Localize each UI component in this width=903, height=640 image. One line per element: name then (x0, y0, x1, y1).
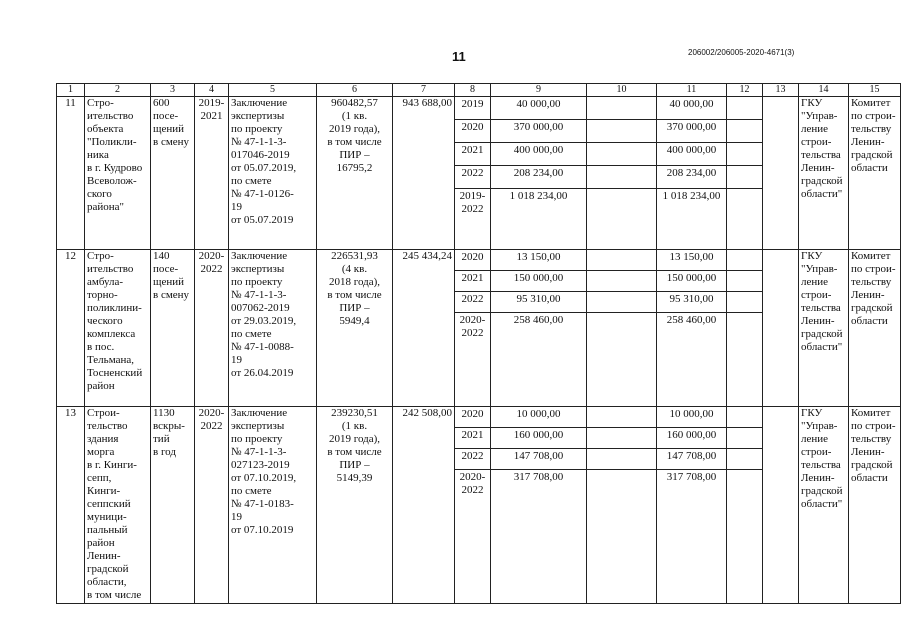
amount-value: 400 000,00 (491, 143, 586, 166)
page-number: 11 (452, 49, 466, 64)
document-code: 206002/206005-2020-4671(3) (688, 48, 795, 57)
amount-value: 40 000,00 (491, 97, 586, 120)
column-header: 11 (657, 84, 727, 97)
col10-value (587, 449, 656, 470)
year-value: 2021 (455, 428, 490, 449)
row-number: 13 (57, 407, 85, 604)
amount-value: 208 234,00 (491, 166, 586, 189)
object-name: Стро- ительство амбула- торно- поликлини- ческого комплекса в пос. Тельмана, Тосненский район (85, 250, 151, 407)
amount-value: 13 150,00 (491, 250, 586, 271)
column-header: 13 (763, 84, 799, 97)
col12-value (727, 143, 762, 166)
developer: Комитет по строи- тельству Ленин- градской области (849, 250, 901, 407)
col12-value (727, 292, 762, 313)
col12-value (727, 407, 762, 428)
col12-value (727, 250, 762, 271)
col12-value (727, 428, 762, 449)
column-header: 10 (587, 84, 657, 97)
col11-value: 13 150,00 (657, 250, 726, 271)
column-header: 3 (151, 84, 195, 97)
expertise-conclusion: Заключение экспертизы по проекту № 47-1-1-3- 007062-2019 от 29.03.2019, по смете № 47-1-0088- 19 от 26.04.2019 (229, 250, 317, 407)
col10-value (587, 250, 656, 271)
col12-value (727, 189, 762, 227)
amount-value: 317 708,00 (513, 471, 564, 483)
col11-value-cell (657, 250, 727, 407)
table-row (57, 97, 901, 250)
col12-value-cell (727, 250, 763, 407)
amount-value: 160 000,00 (491, 428, 586, 449)
column-header: 4 (195, 84, 229, 97)
customer: ГКУ "Управ- ление строи- тельства Ленин- градской области" (799, 250, 849, 407)
col12-value (727, 313, 762, 406)
year-value: 2021 (455, 271, 490, 292)
construction-period: 2019- 2021 (195, 97, 229, 250)
investment-table (56, 83, 901, 604)
construction-period: 2020- 2022 (195, 407, 229, 604)
col11-value: 160 000,00 (657, 428, 726, 449)
amount-value-cell (491, 250, 587, 407)
year-value: 2021 (455, 143, 490, 166)
col10-value (587, 189, 656, 227)
amount-value: 1 018 234,00 (509, 190, 568, 202)
customer: ГКУ "Управ- ление строи- тельства Ленин- градской области" (799, 97, 849, 250)
table-row (57, 407, 901, 604)
capacity: 140 посе- щений в смену (151, 250, 195, 407)
year-value: 2019- 2022 (459, 190, 486, 215)
col10-value (587, 120, 656, 143)
col10-value (587, 97, 656, 120)
developer: Комитет по строи- тельству Ленин- градской области (849, 97, 901, 250)
col10-value (587, 470, 656, 563)
total-cost: 242 508,00 (393, 407, 455, 604)
expertise-conclusion: Заключение экспертизы по проекту № 47-1-1-3- 027123-2019 от 07.10.2019, по смете № 47-1-0183- 19 от 07.10.2019 (229, 407, 317, 604)
amount-value: 150 000,00 (491, 271, 586, 292)
col10-value (587, 313, 656, 406)
column-header: 9 (491, 84, 587, 97)
col13-empty (763, 97, 799, 250)
col11-value-cell (657, 97, 727, 250)
expertise-conclusion: Заключение экспертизы по проекту № 47-1-1-3- 017046-2019 от 05.07.2019, по смете № 47-1-0126- 19 от 05.07.2019 (229, 97, 317, 250)
col10-value (587, 407, 656, 428)
row-number: 12 (57, 250, 85, 407)
col13-empty (763, 250, 799, 407)
col10-value (587, 428, 656, 449)
year-value: 2022 (455, 292, 490, 313)
table-row (57, 250, 901, 407)
column-header: 12 (727, 84, 763, 97)
column-header: 8 (455, 84, 491, 97)
year-value: 2022 (455, 166, 490, 189)
col11-value: 317 708,00 (666, 471, 717, 483)
year-value: 2020- 2022 (459, 471, 486, 496)
col12-value (727, 120, 762, 143)
col12-value (727, 97, 762, 120)
year-value-cell (455, 97, 491, 250)
year-value-cell (455, 250, 491, 407)
column-header: 6 (317, 84, 393, 97)
col12-value-cell (727, 407, 763, 604)
year-value: 2020 (455, 407, 490, 428)
capacity: 1130 вскры- тий в год (151, 407, 195, 604)
col11-value: 150 000,00 (657, 271, 726, 292)
object-name: Стро- ительство объекта "Поликли- ника в г. Кудрово Всеволож- ского района" (85, 97, 151, 250)
col13-empty (763, 407, 799, 604)
amount-value: 10 000,00 (491, 407, 586, 428)
amount-value: 258 460,00 (513, 314, 564, 326)
col11-value: 258 460,00 (666, 314, 717, 326)
col11-value-cell (657, 407, 727, 604)
object-name: Строи- тельство здания морга в г. Кинги- сепп, Кинги- сеппский муници- пальный район Ленин- градской области, в том числе (85, 407, 151, 604)
column-header: 5 (229, 84, 317, 97)
amount-value-cell (491, 407, 587, 604)
col10-value (587, 292, 656, 313)
estimated-cost: 226531,93 (4 кв. 2018 года), в том числе ПИР – 5949,4 (317, 250, 393, 407)
column-header: 14 (799, 84, 849, 97)
col11-value: 400 000,00 (657, 143, 726, 166)
col11-value: 1 018 234,00 (662, 190, 721, 202)
column-header: 7 (393, 84, 455, 97)
col11-value: 95 310,00 (657, 292, 726, 313)
col10-value (587, 143, 656, 166)
estimated-cost: 239230,51 (1 кв. 2019 года), в том числе ПИР – 5149,39 (317, 407, 393, 604)
col11-value: 40 000,00 (657, 97, 726, 120)
col12-value (727, 470, 762, 563)
amount-value: 95 310,00 (491, 292, 586, 313)
column-header: 1 (57, 84, 85, 97)
col10-value-cell (587, 250, 657, 407)
col12-value (727, 271, 762, 292)
col10-value (587, 166, 656, 189)
col10-value-cell (587, 407, 657, 604)
col12-value-cell (727, 97, 763, 250)
amount-value: 147 708,00 (491, 449, 586, 470)
customer: ГКУ "Управ- ление строи- тельства Ленин- градской области" (799, 407, 849, 604)
col11-value: 208 234,00 (657, 166, 726, 189)
year-value: 2020- 2022 (459, 314, 486, 339)
year-value: 2020 (455, 120, 490, 143)
col11-value: 10 000,00 (657, 407, 726, 428)
row-number: 11 (57, 97, 85, 250)
col11-value: 147 708,00 (657, 449, 726, 470)
total-cost: 943 688,00 (393, 97, 455, 250)
amount-value: 370 000,00 (491, 120, 586, 143)
year-value: 2019 (455, 97, 490, 120)
estimated-cost: 960482,57 (1 кв. 2019 года), в том числе ПИР – 16795,2 (317, 97, 393, 250)
column-header: 15 (849, 84, 901, 97)
col12-value (727, 166, 762, 189)
col10-value (587, 271, 656, 292)
column-number-row (57, 84, 901, 97)
year-value: 2022 (455, 449, 490, 470)
col11-value: 370 000,00 (657, 120, 726, 143)
amount-value-cell (491, 97, 587, 250)
capacity: 600 посе- щений в смену (151, 97, 195, 250)
column-header: 2 (85, 84, 151, 97)
year-value-cell (455, 407, 491, 604)
year-value: 2020 (455, 250, 490, 271)
total-cost: 245 434,24 (393, 250, 455, 407)
developer: Комитет по строи- тельству Ленин- градской области (849, 407, 901, 604)
col12-value (727, 449, 762, 470)
construction-period: 2020- 2022 (195, 250, 229, 407)
col10-value-cell (587, 97, 657, 250)
